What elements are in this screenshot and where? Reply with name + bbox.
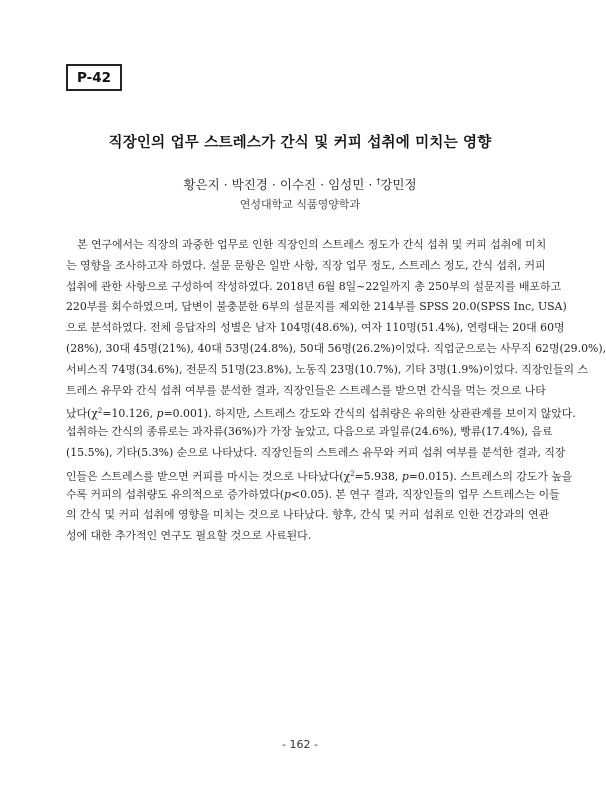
stat-text: 인들은 스트레스를 받으면 커피를 마시는 것으로 나타났다(χ bbox=[66, 469, 351, 483]
chi-square-superscript: 2 bbox=[97, 407, 103, 416]
abstract-line: 220부를 회수하였으며, 답변이 불충분한 6부의 설문지를 제외한 214부를 SPSS 20.0(SPSS Inc, USA) bbox=[66, 300, 567, 314]
author-list bbox=[60, 175, 540, 193]
abstract-line: 의 간식 및 커피 섭취에 영향을 미치는 것으로 나타났다. 향후, 간식 및 커피 섭취로 인한 건강과의 연관 bbox=[66, 508, 550, 522]
abstract-line: (28%), 30대 45명(21%), 40대 53명(24.8%), 50대 56명(26.2%)이었다. 직업군으로는 사무직 62명(29.0%), bbox=[66, 341, 606, 355]
author-separator: · bbox=[223, 177, 228, 192]
author-separator: · bbox=[320, 177, 325, 192]
stat-text: <0.05). 본 연구 결과, 직장인들의 업무 스트레스는 이들 bbox=[290, 487, 560, 501]
stat-text: =10.126, bbox=[102, 407, 157, 421]
abstract-line: 서비스직 74명(34.6%), 전문직 51명(23.8%), 노동직 23명(10.7%), 기타 3명(1.9%)이었다. 직장인들의 스 bbox=[66, 362, 588, 376]
abstract-line: 섭취에 관한 사항으로 구성하여 작성하였다. 2018년 6월 8일~22일까지 총 250부의 설문지를 배포하고 bbox=[66, 279, 562, 293]
abstract-body bbox=[66, 235, 606, 547]
author-name: 이수진 bbox=[279, 177, 317, 192]
corresponding-author-mark: † bbox=[376, 177, 381, 186]
abstract-line: (15.5%), 기타(5.3%) 순으로 나타났다. 직장인들의 스트레스 유무와 커피 섭취 여부를 분석한 결과, 직장 bbox=[66, 445, 566, 459]
abstract-line: 본 연구에서는 직장의 과중한 업무로 인한 직장인의 스트레스 정도가 간식 섭취 및 커피 섭취에 미치 bbox=[77, 238, 547, 251]
abstract-line: 섭취하는 간식의 종류로는 과자류(36%)가 가장 높았고, 다음으로 과일류(24.6%), 빵류(17.4%), 음료 bbox=[66, 425, 553, 439]
author-separator: · bbox=[271, 177, 276, 192]
abstract-line: 으로 분석하였다. 전체 응답자의 성별은 남자 104명(48.6%), 여자 110명(51.4%), 연령대는 20대 60명 bbox=[66, 321, 565, 335]
abstract-line-stat-3 bbox=[66, 485, 560, 506]
author-name: 임성민 bbox=[328, 177, 365, 192]
affiliation: 연성대학교 식품영양학과 bbox=[239, 198, 361, 211]
author-name: 강민정 bbox=[380, 177, 417, 192]
poster-number-badge: P-42 bbox=[66, 64, 122, 91]
p-symbol: p bbox=[156, 407, 164, 421]
author-name: 박진경 bbox=[231, 177, 268, 192]
stat-text: =0.001). 하지만, 스트레스 강도와 간식의 섭취량은 유의한 상관관계를 보이지 않았다. bbox=[163, 407, 576, 421]
stat-text: 났다(χ bbox=[66, 407, 98, 421]
stat-text: =0.015). 스트레스의 강도가 높을 bbox=[408, 469, 573, 483]
p-symbol: p bbox=[283, 487, 291, 501]
author-separator: · bbox=[368, 177, 373, 192]
abstract-line-stat-2 bbox=[66, 464, 573, 485]
abstract-line-stat-1 bbox=[66, 401, 576, 422]
stat-text: 수록 커피의 섭취량도 유의적으로 증가하였다( bbox=[66, 487, 284, 501]
author-name: 황은지 bbox=[183, 177, 220, 192]
abstract-line: 는 영향을 조사하고자 하였다. 설문 문항은 일반 사항, 직장 업무 정도, 스트레스 정도, 간식 섭취, 커피 bbox=[66, 258, 546, 272]
paper-title: 직장인의 업무 스트레스가 간식 및 커피 섭취에 미치는 영향 bbox=[108, 135, 492, 151]
chi-square-superscript: 2 bbox=[350, 469, 355, 478]
abstract-line: 트레스 유무와 간식 섭취 여부를 분석한 결과, 직장인들은 스트레스를 받으면 간식을 먹는 것으로 나타 bbox=[66, 383, 546, 397]
p-symbol: p bbox=[401, 469, 409, 483]
page-number: - 162 - bbox=[282, 738, 318, 751]
abstract-line: 성에 대한 추가적인 연구도 필요할 것으로 사료된다. bbox=[66, 529, 312, 543]
stat-text: =5.938, bbox=[354, 469, 402, 483]
